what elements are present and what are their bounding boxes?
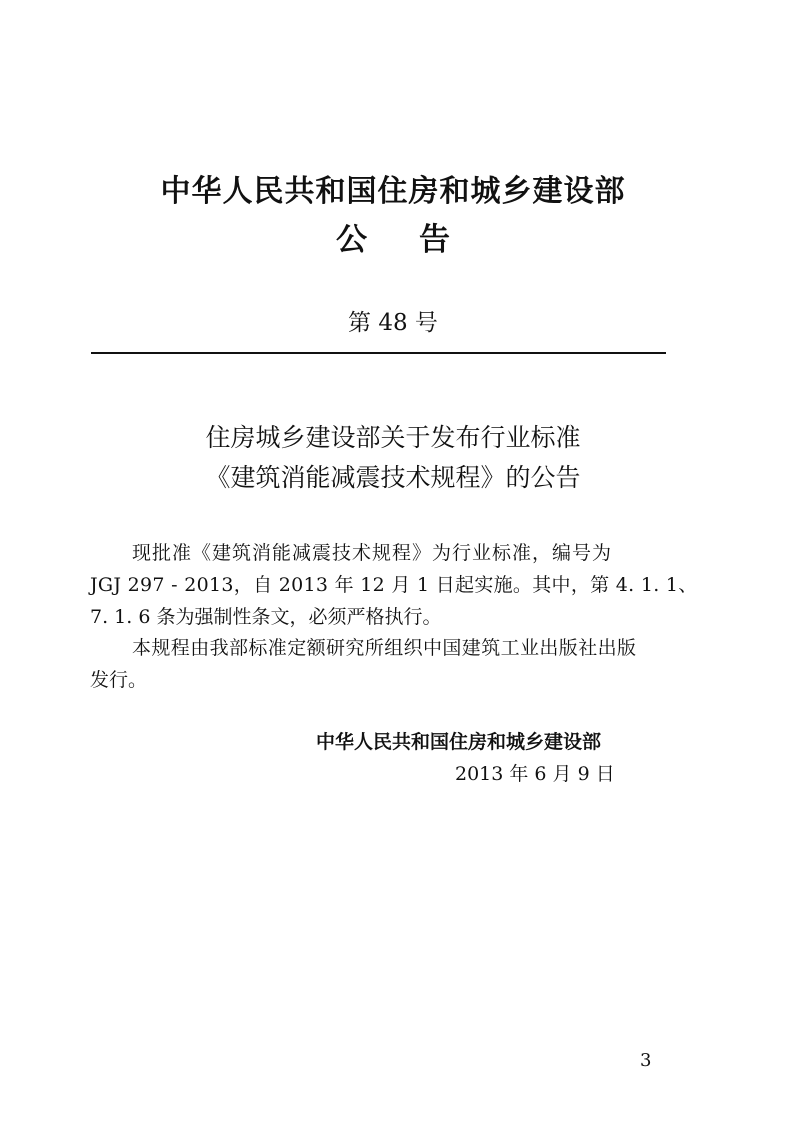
signature-issuer: 中华人民共和国住房和城乡建设部 [316, 731, 602, 753]
body-line-2: JGJ 297 - 2013，自 2013 年 12 月 1 日起实施。其中，第 4. 1. 1、 [90, 574, 698, 596]
body-line-5: 发行。 [90, 669, 148, 691]
body-line-3: 7. 1. 6 条为强制性条文，必须严格执行。 [90, 606, 442, 628]
notice-title: 公告 [336, 222, 502, 258]
body-line-1: 现批准《建筑消能减震技术规程》为行业标准，编号为 [132, 542, 613, 564]
notice-number: 第 48 号 [348, 310, 438, 336]
signature-date: 2013 年 6 月 9 日 [455, 763, 615, 785]
page-number: 3 [640, 1050, 652, 1071]
body-line-4: 本规程由我部标准定额研究所组织中国建筑工业出版社出版 [132, 637, 637, 659]
subject-line-1: 住房城乡建设部关于发布行业标准 [205, 423, 581, 452]
title-divider [91, 352, 666, 354]
subject-line-2: 《建筑消能减震技术规程》的公告 [205, 463, 581, 492]
ministry-title: 中华人民共和国住房和城乡建设部 [160, 174, 626, 209]
